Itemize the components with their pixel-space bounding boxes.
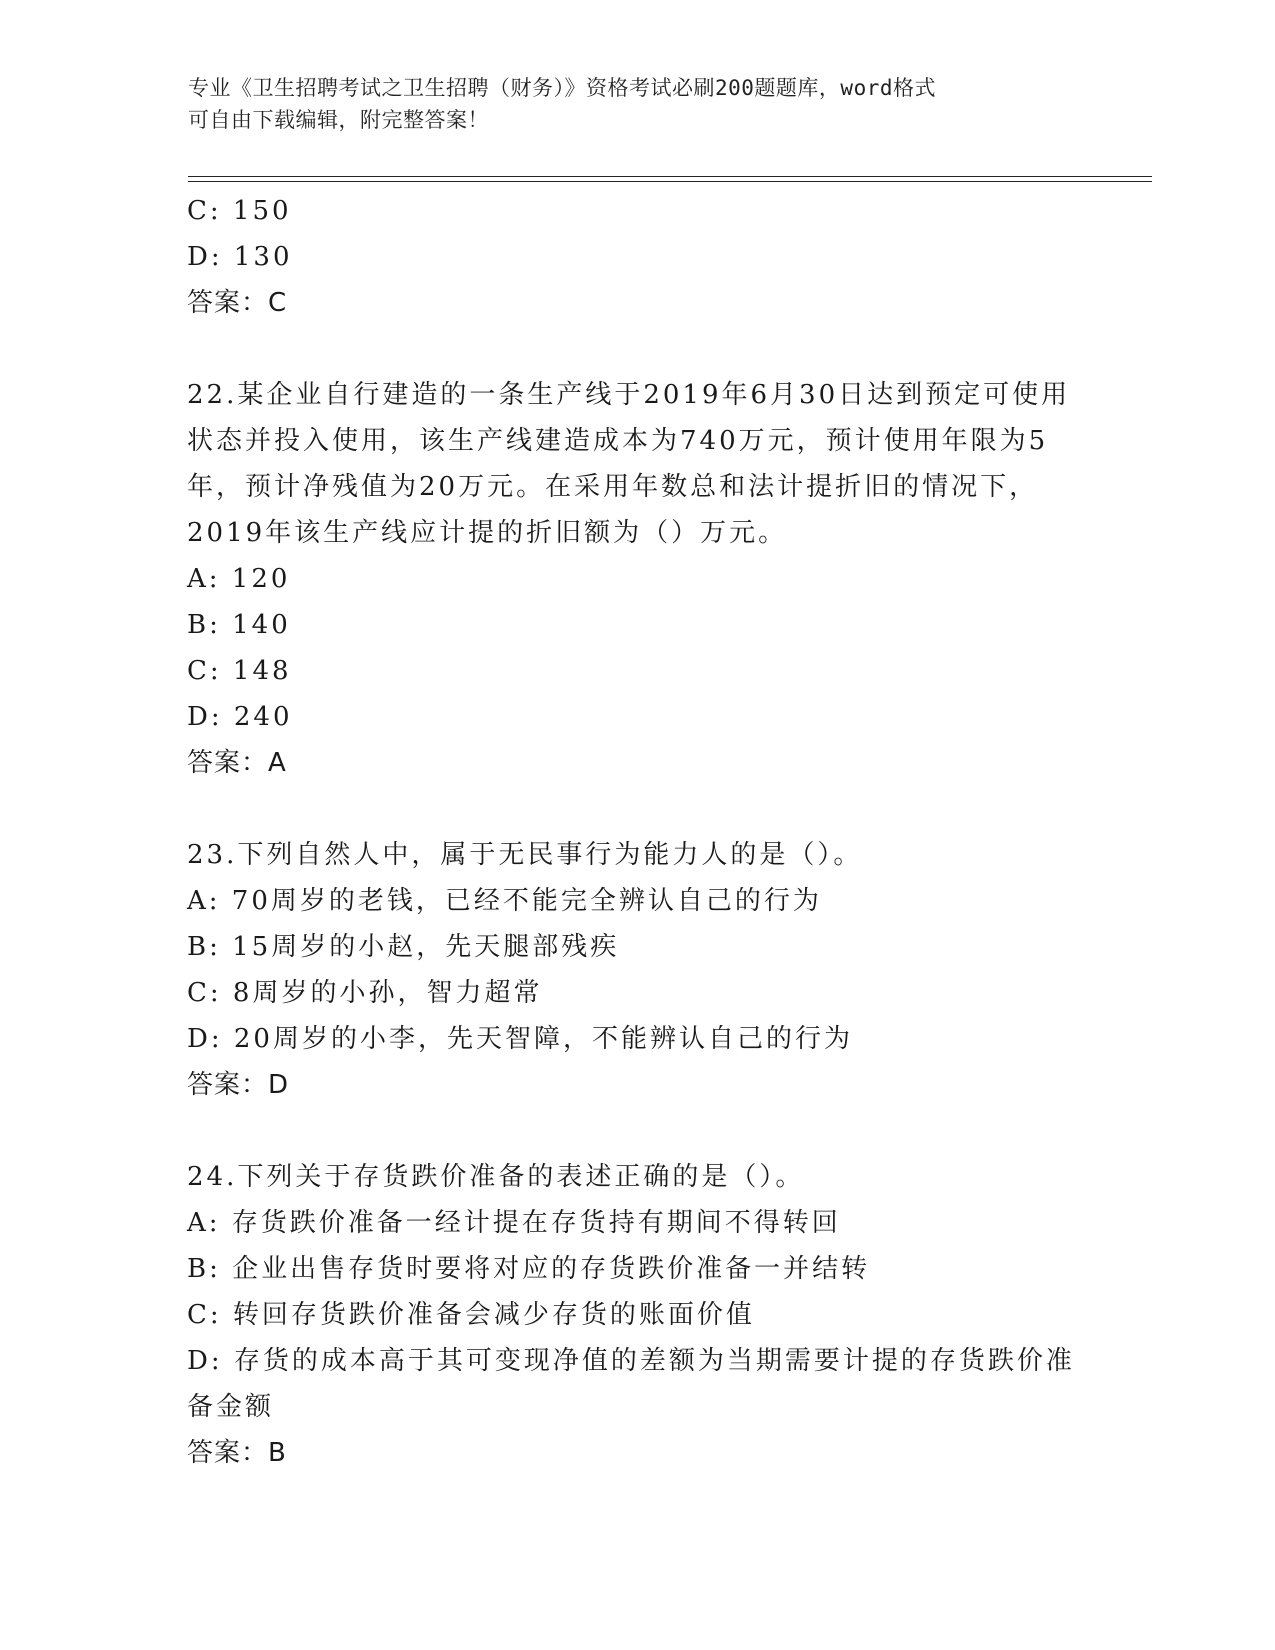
answer-line: 答案：D bbox=[187, 1070, 290, 1100]
option-a: A: 存货跌价准备一经计提在存货持有期间不得转回 bbox=[187, 1208, 841, 1238]
option-c: C: 转回存货跌价准备会减少存货的账面价值 bbox=[187, 1300, 755, 1330]
document-header bbox=[188, 72, 1068, 136]
question-stem-line: 2019年该生产线应计提的折旧额为（）万元。 bbox=[187, 518, 788, 548]
option-b: B: 企业出售存货时要将对应的存货跌价准备一并结转 bbox=[187, 1254, 871, 1284]
option-d: D: 存货的成本高于其可变现净值的差额为当期需要计提的存货跌价准 bbox=[187, 1346, 1075, 1376]
answer-line: 答案：B bbox=[187, 1438, 287, 1468]
spacer bbox=[187, 326, 1087, 372]
spacer bbox=[187, 1108, 1087, 1154]
question-stem-line: 状态并投入使用，该生产线建造成本为740万元，预计使用年限为5 bbox=[187, 426, 1049, 456]
option-c: C: 150 bbox=[187, 196, 292, 226]
question-21-tail bbox=[187, 188, 1087, 326]
option-d-continued: 备金额 bbox=[187, 1392, 275, 1422]
question-22 bbox=[187, 372, 1087, 786]
option-d: D: 240 bbox=[187, 702, 293, 732]
header-line-2: 可自由下载编辑，附完整答案！ bbox=[188, 108, 489, 132]
option-c: C: 148 bbox=[187, 656, 292, 686]
option-b: B: 140 bbox=[187, 610, 291, 640]
question-stem-line: 22.某企业自行建造的一条生产线于2019年6月30日达到预定可使用 bbox=[187, 380, 1071, 410]
option-d: D: 130 bbox=[187, 242, 293, 272]
header-line-1: 专业《卫生招聘考试之卫生招聘（财务）》资格考试必刷200题题库，word格式 bbox=[188, 76, 936, 100]
option-a: A: 70周岁的老钱，已经不能完全辨认自己的行为 bbox=[187, 886, 822, 916]
question-24 bbox=[187, 1154, 1087, 1476]
answer-line: 答案：C bbox=[187, 288, 288, 318]
option-d: D: 20周岁的小李，先天智障，不能辨认自己的行为 bbox=[187, 1024, 853, 1054]
option-a: A: 120 bbox=[187, 564, 291, 594]
question-stem-line: 23.下列自然人中，属于无民事行为能力人的是（）。 bbox=[187, 840, 863, 870]
question-stem-line: 年，预计净残值为20万元。在采用年数总和法计提折旧的情况下， bbox=[187, 472, 1039, 502]
question-stem-line: 24.下列关于存货跌价准备的表述正确的是（）。 bbox=[187, 1162, 805, 1192]
header-rule-top bbox=[188, 176, 1152, 177]
option-b: B: 15周岁的小赵，先天腿部残疾 bbox=[187, 932, 620, 962]
answer-line: 答案：A bbox=[187, 748, 287, 778]
header-rule-bottom bbox=[188, 181, 1152, 182]
question-23 bbox=[187, 832, 1087, 1108]
option-c: C: 8周岁的小孙，智力超常 bbox=[187, 978, 543, 1008]
question-content bbox=[187, 188, 1087, 1476]
spacer bbox=[187, 786, 1087, 832]
